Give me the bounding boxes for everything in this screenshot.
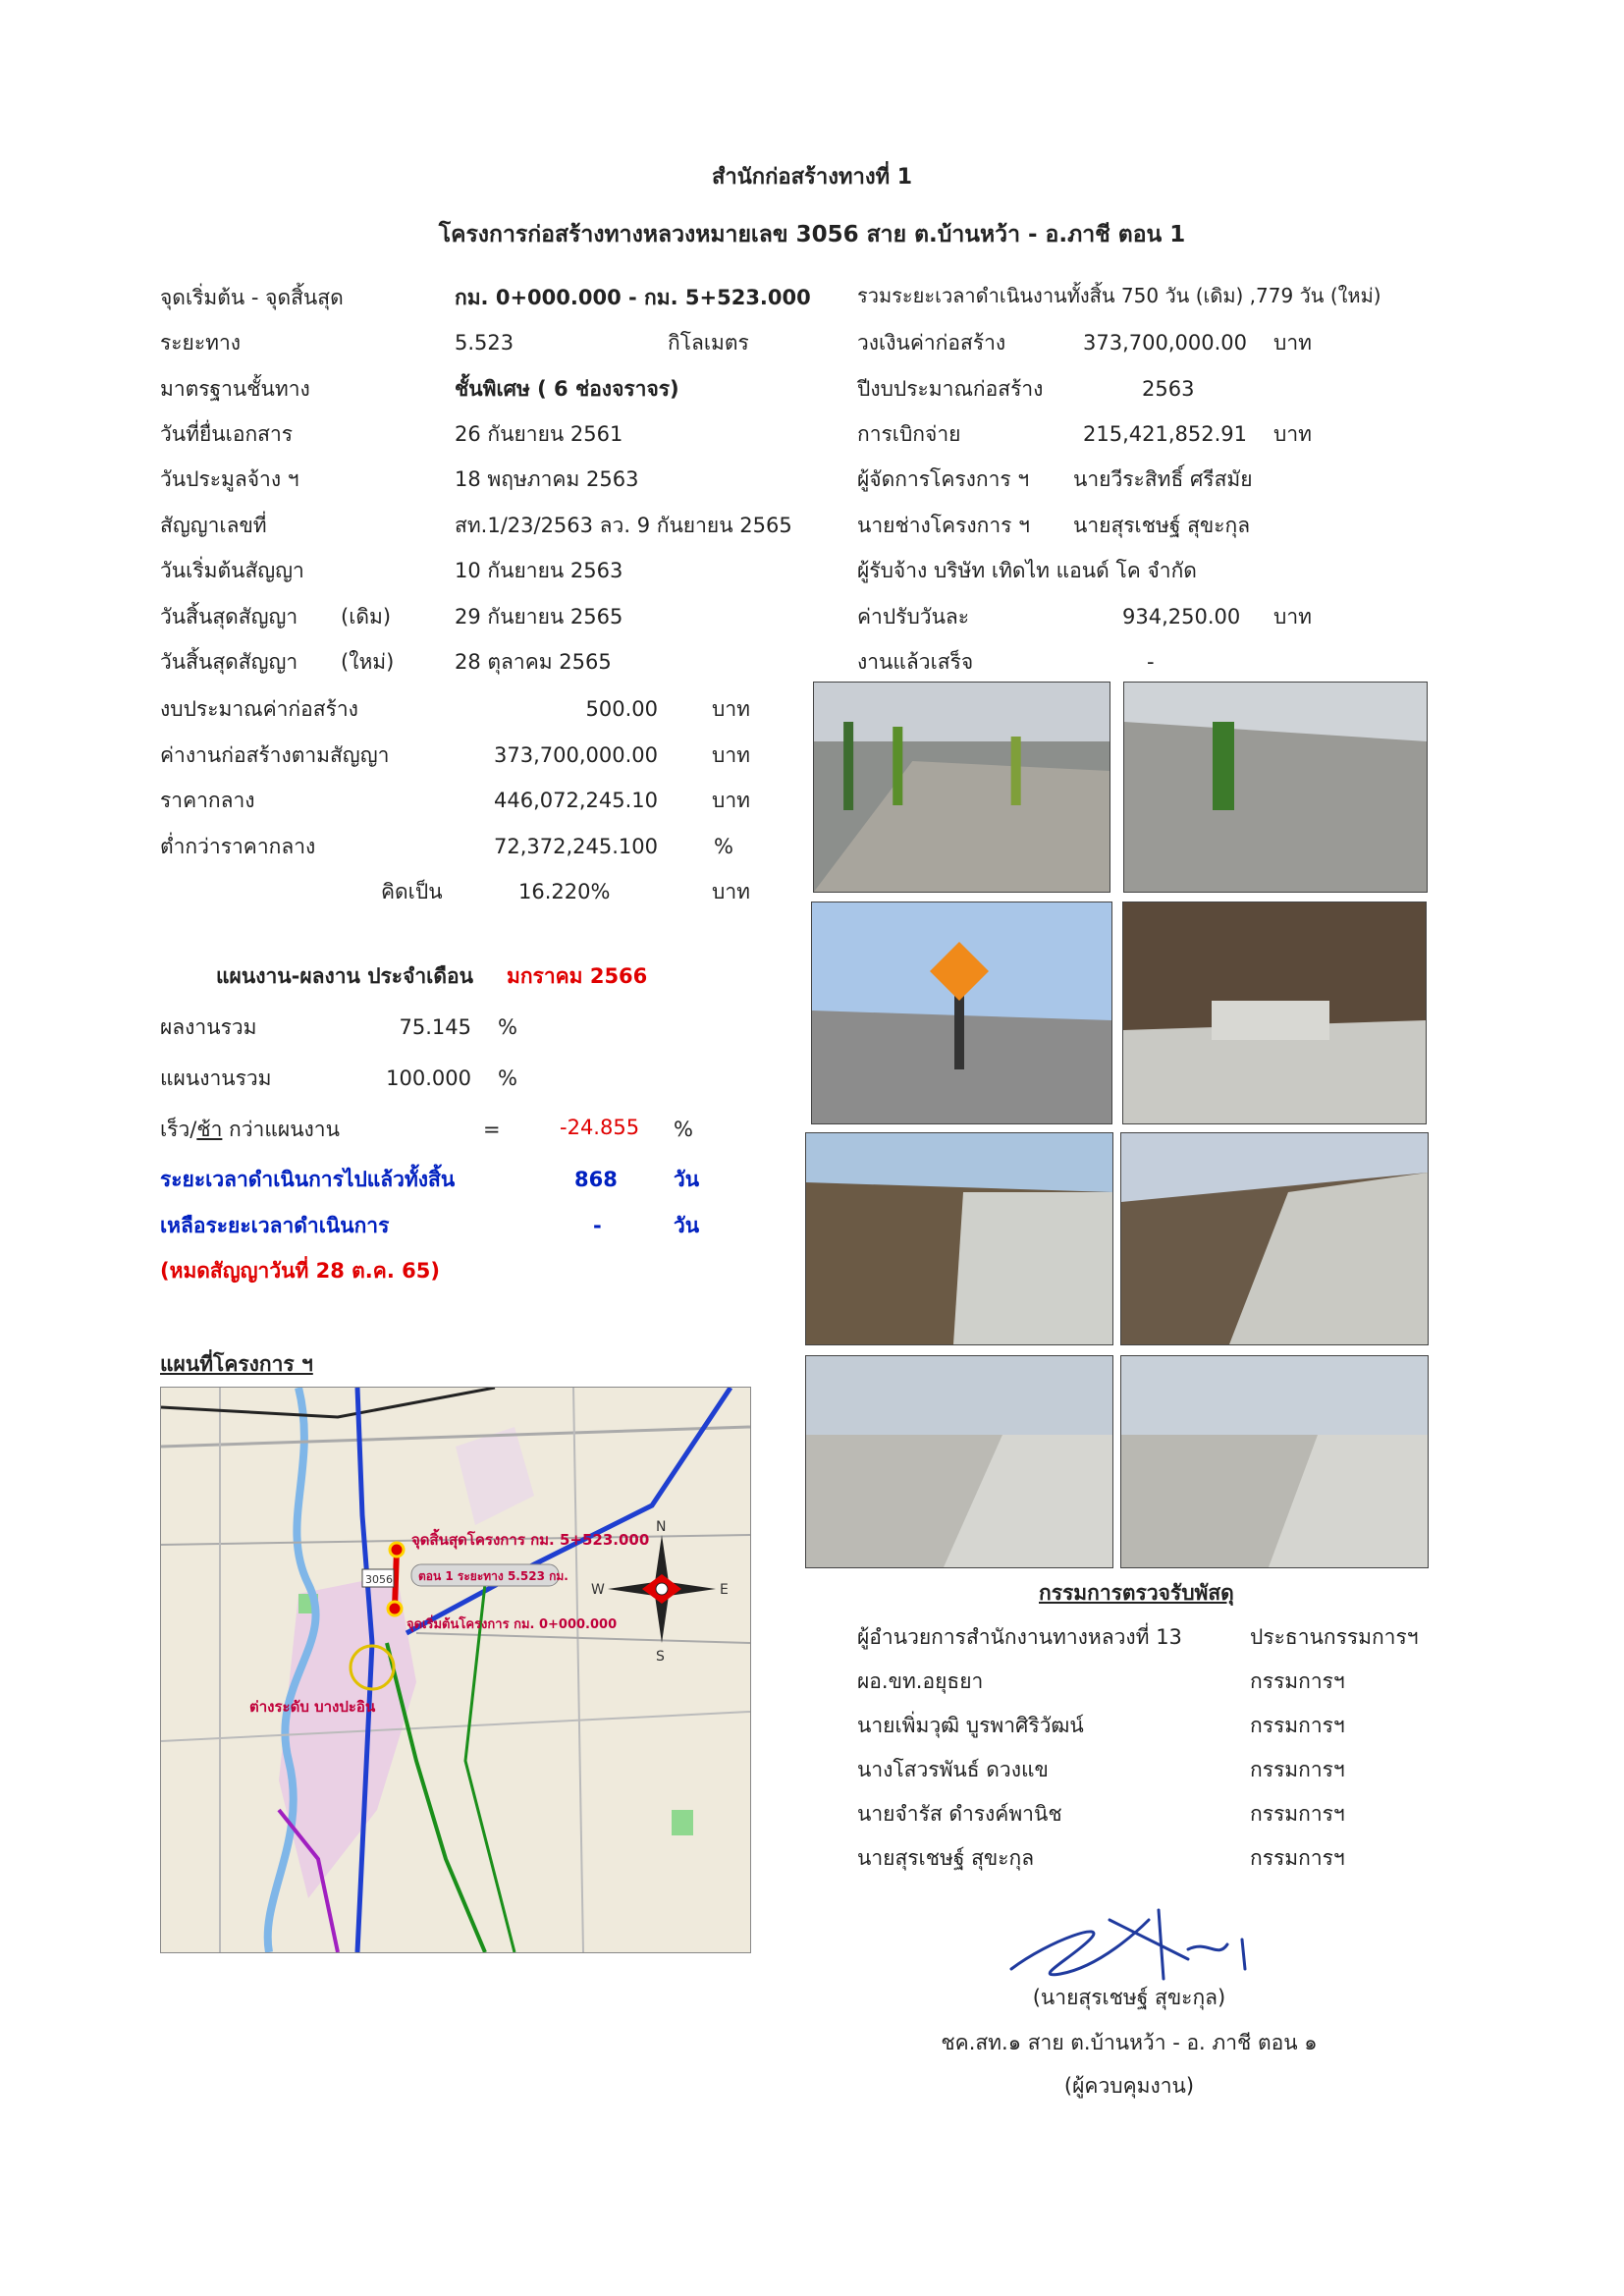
left-label-3: วันที่ยื่นเอกสาร [160, 422, 294, 446]
right-label-5: นายช่างโครงการ ฯ [857, 514, 1030, 537]
plan-row-value-1: 100.000 [386, 1066, 471, 1090]
remain-value: - [593, 1214, 602, 1237]
left-value-3: 26 กันยายน 2561 [455, 422, 623, 446]
photo-road-barrier-2 [1120, 1355, 1429, 1568]
right-label-2: ปีงบประมาณก่อสร้าง [857, 377, 1044, 401]
signature-role: (ผู้ควบคุมงาน) [1063, 2074, 1195, 2098]
committee-member-name: นายสุรเชษฐ์ สุขะกุล [857, 1846, 1035, 1870]
committee-member-name: ผู้อำนวยการสำนักงานทางหลวงที่ 13 [857, 1625, 1182, 1649]
remain-label: เหลือระยะเวลาดำเนินการ [160, 1214, 390, 1237]
budget-value-3: 72,372,245.100 [494, 835, 658, 858]
map-route-number: 3056 [365, 1573, 393, 1586]
photo-road-side [1120, 1132, 1429, 1345]
plan-row-label-1: แผนงานรวม [160, 1066, 272, 1090]
right-label-0: รวมระยะเวลาดำเนินงานทั้งสิ้น 750 วัน (เดิม) ,779 วัน (ใหม่) [857, 284, 1381, 307]
elapsed-value: 868 [574, 1168, 618, 1191]
remain-unit: วัน [674, 1214, 700, 1237]
diff-label-fast: เร็ว/ [160, 1118, 197, 1141]
budget-value-1: 373,700,000.00 [494, 743, 658, 767]
photo-road-curb [805, 1132, 1113, 1345]
elapsed-unit: วัน [674, 1168, 700, 1191]
left-note-7: (เดิม) [341, 605, 392, 629]
diff-label [160, 1118, 340, 1142]
office-title: สำนักก่อสร้างทางที่ 1 [711, 165, 913, 190]
committee-member-role: กรรมการฯ [1250, 1802, 1345, 1826]
right-label-6: ผู้รับจ้าง บริษัท เทิดไท แอนด์ โค จำกัด [857, 559, 1197, 582]
elapsed-label: ระยะเวลาดำเนินการไปแล้วทั้งสิ้น [160, 1168, 456, 1191]
right-unit-3: บาท [1273, 422, 1312, 446]
left-label-4: วันประมูลจ้าง ฯ [160, 467, 299, 491]
committee-title: กรรมการตรวจรับพัสดุ [1039, 1581, 1234, 1605]
left-value-4: 18 พฤษภาคม 2563 [455, 467, 639, 491]
signature-position: ชค.สท.๑ สาย ต.บ้านหว้า - อ. ภาชี ตอน ๑ [941, 2031, 1318, 2054]
project-map [160, 1387, 751, 1953]
budget-value-4: 16.220% [518, 880, 611, 903]
right-value-7: 934,250.00 [1122, 605, 1241, 629]
left-label-5: สัญญาเลขที่ [160, 514, 267, 537]
compass-s: S [656, 1649, 665, 1665]
left-value-1: 5.523 [455, 331, 514, 355]
map-end-label: จุดสิ้นสุดโครงการ กม. 5+523.000 [411, 1531, 650, 1549]
map-title: แผนที่โครงการ ฯ [160, 1352, 313, 1376]
diff-label-slow: ช้า [196, 1118, 223, 1141]
plan-row-label-0: ผลงานรวม [160, 1015, 257, 1039]
right-value-5: นายสุรเชษฐ์ สุขะกุล [1073, 514, 1251, 537]
photo-drainage-box [1122, 902, 1427, 1124]
committee-member-role: กรรมการฯ [1250, 1714, 1345, 1737]
map-section-label: ตอน 1 ระยะทาง 5.523 กม. [418, 1569, 568, 1583]
budget-label-3: ต่ำกว่าราคากลาง [160, 835, 316, 858]
map-start-label: จุดเริ่มต้นโครงการ กม. 0+000.000 [406, 1617, 618, 1632]
budget-label-4: คิดเป็น [381, 880, 443, 903]
left-value-7: 29 กันยายน 2565 [455, 605, 623, 629]
compass-w: W [591, 1582, 605, 1598]
plan-title: แผนงาน-ผลงาน ประจำเดือน [216, 964, 473, 988]
committee-member-role: กรรมการฯ [1250, 1669, 1345, 1693]
photo-concrete-workers [813, 682, 1110, 893]
right-unit-7: บาท [1273, 605, 1312, 629]
left-value-6: 10 กันยายน 2563 [455, 559, 623, 582]
budget-label-0: งบประมาณค่าก่อสร้าง [160, 697, 358, 721]
committee-member-name: นายจำรัส ดำรงค์พานิช [857, 1802, 1062, 1826]
diff-label-rest: กว่าแผนงาน [222, 1118, 340, 1141]
right-label-7: ค่าปรับวันละ [857, 605, 970, 629]
left-value-8: 28 ตุลาคม 2565 [455, 650, 612, 674]
budget-unit-2: บาท [712, 789, 750, 812]
plan-row-unit-1: % [498, 1066, 517, 1090]
left-label-7: วันสิ้นสุดสัญญา [160, 605, 298, 629]
committee-member-role: กรรมการฯ [1250, 1758, 1345, 1781]
plan-month: มกราคม 2566 [507, 964, 648, 988]
budget-value-2: 446,072,245.10 [494, 789, 658, 812]
plan-row-value-0: 75.145 [399, 1015, 471, 1039]
compass-n: N [656, 1519, 667, 1535]
committee-member-name: นายเพิ่มวุฒิ บูรพาศิริวัฒน์ [857, 1714, 1084, 1737]
right-value-3: 215,421,852.91 [1083, 422, 1247, 446]
budget-label-1: ค่างานก่อสร้างตามสัญญา [160, 743, 390, 767]
signature-image [992, 1900, 1286, 1998]
map-graphic [161, 1388, 750, 1952]
committee-member-name: นางโสวรพันธ์ ดวงแข [857, 1758, 1049, 1781]
left-label-1: ระยะทาง [160, 331, 242, 355]
photo-road-barrier-1 [805, 1355, 1113, 1568]
signature-name: (นายสุรเชษฐ์ สุขะกุล) [1032, 1986, 1226, 2009]
budget-unit-1: บาท [712, 743, 750, 767]
left-value-2: ชั้นพิเศษ ( 6 ช่องจราจร) [455, 377, 679, 401]
left-label-8: วันสิ้นสุดสัญญา [160, 650, 298, 674]
budget-unit-0: บาท [712, 697, 750, 721]
committee-member-role: กรรมการฯ [1250, 1846, 1345, 1870]
right-value-4: นายวีระสิทธิ์ ศรีสมัย [1073, 467, 1253, 491]
left-value-0: กม. 0+000.000 - กม. 5+523.000 [455, 286, 811, 309]
compass-e: E [720, 1582, 729, 1598]
committee-member-role: ประธานกรรมการฯ [1250, 1625, 1419, 1649]
plan-row-unit-0: % [498, 1015, 517, 1039]
committee-member-name: ผอ.ขท.อยุธยา [857, 1669, 984, 1693]
left-value-5: สท.1/23/2563 ลว. 9 กันยายน 2565 [455, 514, 792, 537]
diff-unit: % [674, 1118, 693, 1141]
budget-unit-3: % [714, 835, 733, 858]
left-label-6: วันเริ่มต้นสัญญา [160, 559, 304, 582]
right-label-1: วงเงินค่าก่อสร้าง [857, 331, 1006, 355]
right-unit-1: บาท [1273, 331, 1312, 355]
budget-value-0: 500.00 [585, 697, 658, 721]
right-value-8: - [1147, 650, 1155, 674]
right-label-8: งานแล้วเสร็จ [857, 650, 974, 674]
project-title: โครงการก่อสร้างทางหลวงหมายเลข 3056 สาย ต.บ้านหว้า - อ.ภาชี ตอน 1 [438, 222, 1186, 247]
budget-unit-4: บาท [712, 880, 750, 903]
left-unit-1: กิโลเมตร [668, 331, 749, 355]
photo-curing-spray [1123, 682, 1428, 893]
photo-road-sign [811, 902, 1112, 1124]
right-label-3: การเบิกจ่าย [857, 422, 961, 446]
left-label-2: มาตรฐานชั้นทาง [160, 377, 310, 401]
contract-expire-note: (หมดสัญญาวันที่ 28 ต.ค. 65) [160, 1259, 440, 1283]
left-label-0: จุดเริ่มต้น - จุดสิ้นสุด [160, 286, 344, 309]
left-note-8: (ใหม่) [341, 650, 395, 674]
diff-value: -24.855 [560, 1116, 640, 1139]
diff-equals: = [483, 1118, 501, 1141]
map-district-label: ต่างระดับ บางปะอิน [249, 1698, 376, 1716]
right-label-4: ผู้จัดการโครงการ ฯ [857, 467, 1030, 491]
budget-label-2: ราคากลาง [160, 789, 255, 812]
right-value-2: 2563 [1142, 377, 1195, 401]
right-value-1: 373,700,000.00 [1083, 331, 1247, 355]
